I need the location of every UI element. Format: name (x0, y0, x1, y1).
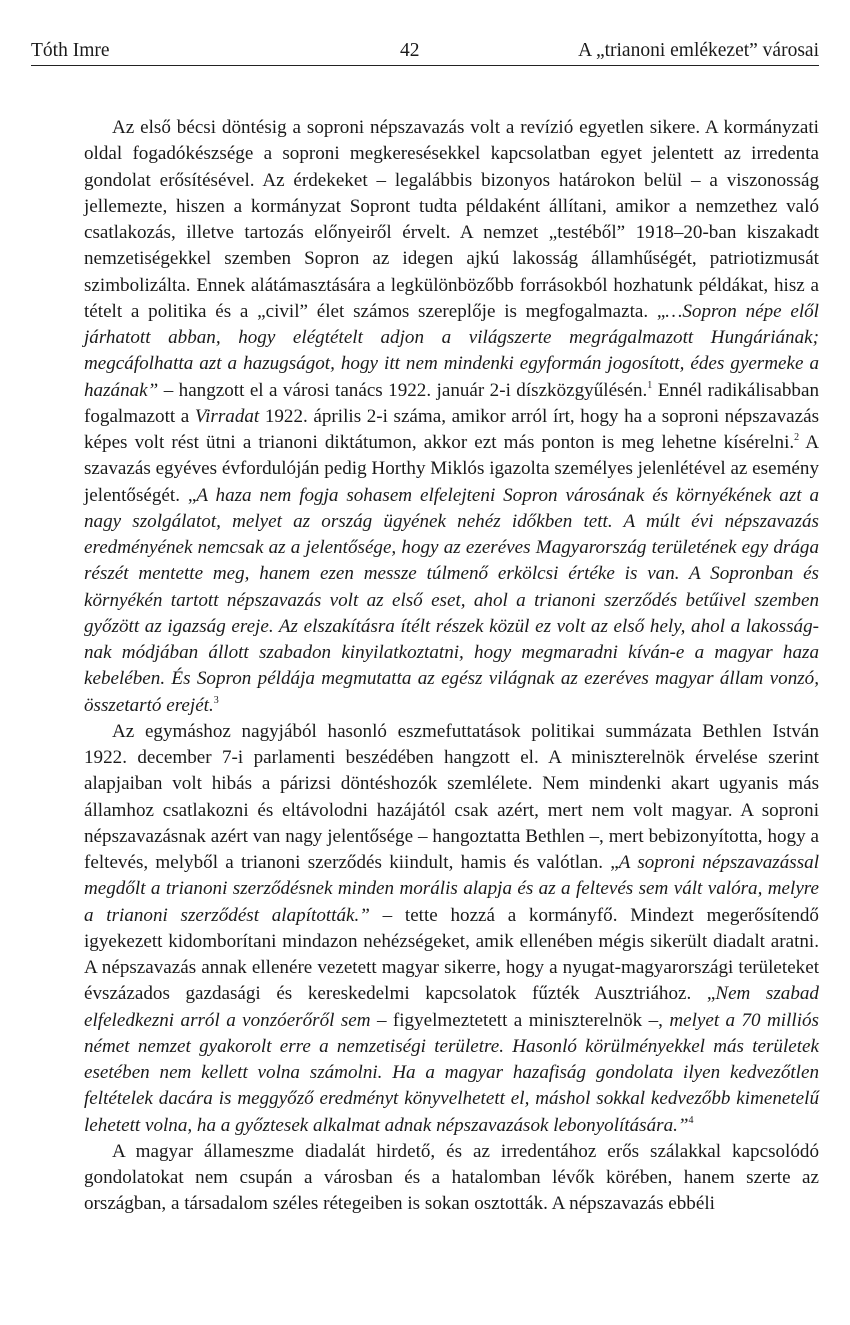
quote-text: A haza nem fogja sohasem elfelejteni Sopron városának és környékének azt a nagy szolgálatot, melyet az ország ügyének nehéz időkben tett. A múlt évi népszavazás eredményének nemcsak az a jelentősége, hogy az ezeréves Magyarország területének egy drága részét mentette meg, hanem ezen messze túlmenő erkölcsi értéke is van. A Sopronban és környékén tartott népszavazás volt az első eset, ahol a trianoni szerződés betűivel szemben győzött az igazság ereje. Az elszakításra ítélt részek közül ez volt az első hely, ahol a lakosságnak módjában állott szabadon kinyilatkoztatni, hogy megmaradni kíván-e a magyar haza kebelében. És Sopron példája megmutatta az egész világnak az ezeréves magyar állam vonzó, összetartó erejét. (84, 484, 819, 716)
footnote-ref: 2 (794, 432, 800, 443)
running-header (31, 28, 819, 66)
text-run: Ennél radikálisabban fogalmazott a (84, 379, 820, 427)
quote-text: …Sopron népe elől járhatott abban, hogy elégtételt adjon a világszerte megrágalmazott Hungáriának; megcáfolhatta azt a hazugságot, hogy itt nem mindenki egyformán jogosított, édes gyermeke a hazának” (84, 300, 819, 401)
body-text (31, 115, 819, 1218)
text-run: – tette hozzá a kormányfő. Mindezt megerősítendő igyekezett kidomborítani mindazon nehézségeket, amik ellenében mégis sikerült diadalt aratni. A népszavazás annak ellenére vezetett magyar sikerre, hogy a nyugat-magyarországi területeket évszázados gazdasági és kereskedelmi kapcsolatok fűzték Ausztriához. „ (84, 904, 819, 1005)
header-title: A „trianoni emlékezet” városai (578, 40, 819, 61)
paragraph (84, 115, 819, 719)
text-run: Az egymáshoz nagyjából hasonló eszmefuttatások politikai summázata Bethlen István 1922. december 7-i parlamenti beszédében hangzott el. A miniszterelnök érvelése szerint alapjaiban volt hibás a párizsi döntéshozók szemlélete. Nem mindenki akart ugyanis más államhoz csatlakozni és eltávolodni hazájától csak azért, mert nem volt magyar. A soproni népszavazásnak azért van nagy jelentősége – hangoztatta Bethlen –, mert bebizonyította, hogy a feltevés, melyből a trianoni szerződés kiindult, hamis és valótlan. „ (84, 720, 819, 873)
text-run: 1922. április 2-i száma, amikor arról írt, hogy ha a soproni népszavazás képes volt rést ütni a trianoni diktátumon, akkor ezt más ponton is meg lehetne kísérelni. (84, 405, 819, 453)
header-author: Tóth Imre (31, 40, 110, 61)
text-run: A szavazás egyéves évfordulóján pedig Horthy Miklós igazolta személyes jelenlétével az esemény jelentőségét. „ (84, 432, 820, 506)
footnote-ref: 4 (688, 1114, 694, 1126)
quote-text: melyet a 70 milliós német nemzet gyakorolt erre a nemzetiségi területre. Hasonló körülményekkel más területek esetében nem kellett volna számolni. Ha a magyar hazafiság gondolata ilyen kedvezőtlen feltételek dacára is meggyőző eredményt könyvelhetett el, máshol sokkal kedvezőbb kimenetelű lehetett volna, ha a győztesek alkalmat adnak népszavazások lebonyolítására.” (84, 1009, 819, 1136)
book-page (31, 28, 819, 1218)
text-run: Az első bécsi döntésig a soproni népszavazás volt a revízió egyetlen sikere. A kormányzati oldal fogadókészsége a soproni megkeresésekkel kapcsolatban egyet jelentett az irredenta gondolat erősítésével. Az érdekeket – legalábbis bizonyos határokon belül – a viszonosság jellemezte, hiszen a kormányzat Sopront tudta példaként állítani, amikor a nemzethez való csatlakozás, illetve tartozás előnyeiről érvelt. A nemzet „testéből” 1918–20-ban kiszakadt nemzetiségekkel szemben Sopron az idegen ajkú lakosság államhűségét, patriotizmusát szimbolizálta. Ennek alátámasztására a legkülönbözőbb forrásokból hozhatunk példákat, hisz a tételt a politika és a „civil” élet számos szereplője is megfogalmazta. „ (84, 117, 819, 322)
footnote-ref: 3 (213, 694, 219, 706)
paragraph (84, 719, 819, 1139)
quote-text: Nem szabad elfeledkezni arról a vonzóerőről sem (84, 983, 819, 1031)
paragraph (84, 1139, 819, 1218)
page-number: 42 (400, 40, 420, 61)
text-run: – figyelmeztetett a miniszterelnök –, (370, 1009, 670, 1031)
text-run: A magyar állameszme diadalát hirdető, és az irredentához erős szálakkal kapcsolódó gondolatokat nem csupán a városban és a hatalomban lévők körében, hanem szerte az országban, a társadalom széles rétegeiben is sokan osztották. A népszavazás ebbéli (84, 1140, 819, 1215)
quote-text: Virradat (194, 405, 260, 427)
text-run: – hangzott el a városi tanács 1922. január 2-i díszközgyűlésén. (158, 379, 648, 401)
quote-text: A soproni népszavazással megdőlt a trianoni szerződésnek minden morális alapja és az a feltevés sem vált valóra, melyre a trianoni szerződést alapították.” (84, 852, 819, 926)
footnote-ref: 1 (647, 379, 653, 391)
